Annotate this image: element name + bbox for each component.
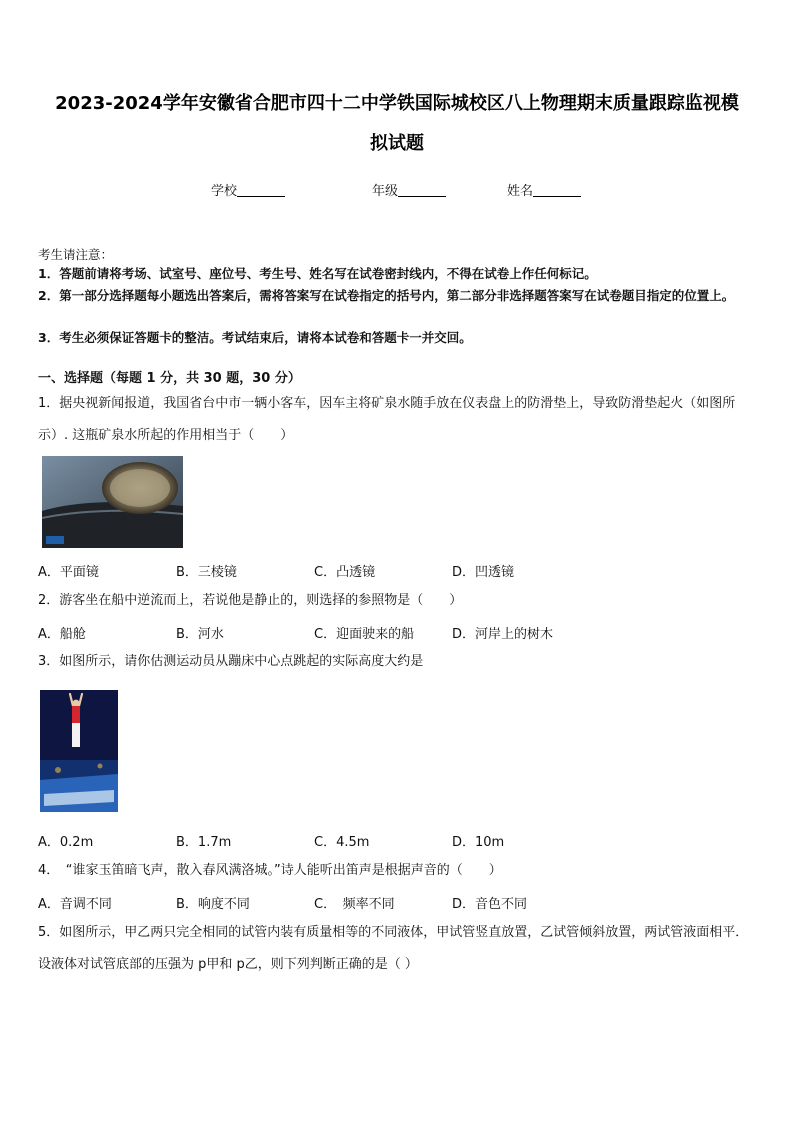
q2-option-c: C．迎面驶来的船 <box>314 627 415 642</box>
notice-item-3: 3．考生必须保证答题卡的整洁。考试结束后，请将本试卷和答题卡一并交回。 <box>38 330 472 345</box>
q1-option-a: A．平面镜 <box>38 565 99 580</box>
school-label: 学校 <box>211 184 238 199</box>
name-blank <box>533 182 581 197</box>
q2-option-b: B．河水 <box>176 627 224 642</box>
question-1-options <box>38 561 760 585</box>
exam-title-line-1: 2023-2024学年安徽省合肥市四十二中学铁国际城校区八上物理期末质量跟踪监视模 <box>55 93 739 114</box>
q4-option-d: D．音色不同 <box>452 897 528 912</box>
question-3-options <box>38 831 760 855</box>
q3-option-b: B．1.7m <box>176 835 232 850</box>
grade-blank <box>398 182 446 197</box>
school-blank <box>237 182 285 197</box>
q1-option-d: D．凹透镜 <box>452 565 515 580</box>
q3-option-a: A．0.2m <box>38 835 94 850</box>
question-1-text: 1．据央视新闻报道，我国省台中市一辆小客车，因车主将矿泉水随手放在仪表盘上的防滑垫上，导致防滑垫起火（如图所示）. 这瓶矿泉水所起的作用相当于（ ） <box>38 396 736 443</box>
school-field <box>211 180 285 199</box>
grade-field <box>372 180 446 199</box>
section-title: 一、选择题（每题 1 分，共 30 题，30 分） <box>38 371 301 386</box>
q2-option-d: D．河岸上的树木 <box>452 627 554 642</box>
q1-option-b: B．三棱镜 <box>176 565 237 580</box>
name-field <box>507 180 581 199</box>
q2-option-a: A．船舱 <box>38 627 86 642</box>
q3-option-c: C．4.5m <box>314 835 370 850</box>
notice-item-2: 2．第一部分选择题每小题选出答案后，需将答案写在试卷指定的括号内，第二部分非选择题答案写在试卷题目指定的位置上。 <box>38 288 735 303</box>
question-4-options <box>38 893 760 917</box>
q4-option-c: C． 频率不同 <box>314 897 395 912</box>
q1-option-c: C．凸透镜 <box>314 565 376 580</box>
name-label: 姓名 <box>507 184 534 199</box>
grade-label: 年级 <box>372 184 399 199</box>
q4-option-b: B．响度不同 <box>176 897 250 912</box>
question-4-text: 4． “谁家玉笛暗飞声，散入春风满洛城。”诗人能听出笛声是根据声音的（ ） <box>38 863 502 878</box>
question-5-text: 5．如图所示，甲乙两只完全相同的试管内装有质量相等的不同液体，甲试管竖直放置，乙试管倾斜放置，两试管液面相平．设液体对试管底部的压强为 p甲和 p乙，则下列判断正确的是（ ） <box>38 925 749 972</box>
notice-heading: 考生请注意： <box>38 247 114 262</box>
exam-title-line-2: 拟试题 <box>370 133 424 154</box>
question-3-text: 3．如图所示，请你估测运动员从蹦床中心点跳起的实际高度大约是 <box>38 654 424 669</box>
dashboard-fire-photo <box>42 456 183 548</box>
q4-option-a: A．音调不同 <box>38 897 112 912</box>
question-2-options <box>38 623 760 647</box>
q3-option-d: D．10m <box>452 835 505 850</box>
trampoline-athlete-photo <box>40 690 118 812</box>
notice-item-1: 1．答题前请将考场、试室号、座位号、考生号、姓名写在试卷密封线内，不得在试卷上作任何标记。 <box>38 266 597 281</box>
question-2-text: 2．游客坐在船中逆流而上，若说他是静止的，则选择的参照物是（ ） <box>38 593 463 608</box>
